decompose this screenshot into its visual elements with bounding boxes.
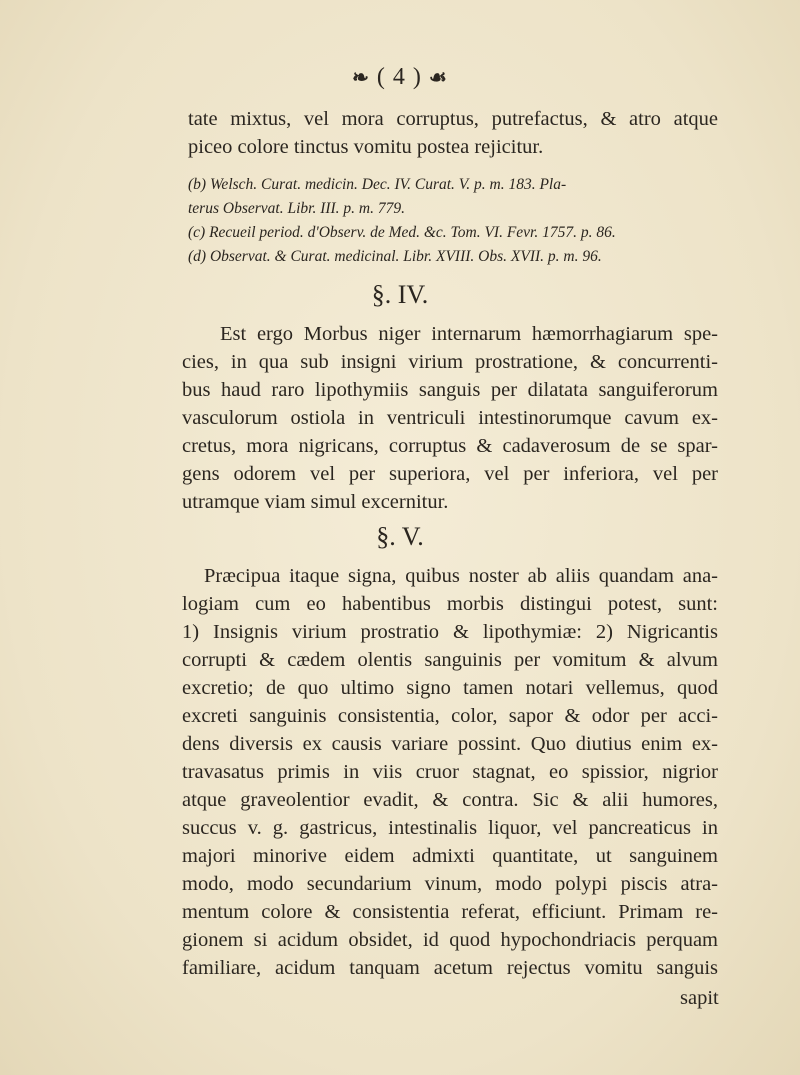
text-line: familiare, acidum tanquam acetum rejectus vomitu sanguis <box>182 957 718 979</box>
text-line: vasculorum ostiola in ventriculi intestinorumque cavum ex- <box>182 407 718 429</box>
text-line: succus v. g. gastricus, intestinalis liquor, vel pancreaticus in <box>182 817 718 839</box>
page-number: ( 4 ) <box>376 64 422 90</box>
text-line: bus haud raro lipothymiis sanguis per dilatata sanguiferorum <box>182 379 718 401</box>
section-heading-v: §. V. <box>376 522 424 551</box>
text-line: cretus, mora nigricans, corruptus & cadaverosum de se spar- <box>182 435 718 457</box>
footnote-b-line: terus Observat. Libr. III. p. m. 779. <box>188 200 405 217</box>
text-line: excretio; de quo ultimo signo tamen notari vellemus, quod <box>182 677 718 699</box>
text-line: travasatus primis in viis cruor stagnat, eo spissior, nigrior <box>182 761 718 783</box>
text-line: mentum colore & consistentia referat, efficiunt. Primam re- <box>182 901 718 923</box>
text-line: Præcipua itaque signa, quibus noster ab aliis quandam ana- <box>204 565 718 587</box>
text-line: modo, modo secundarium vinum, modo polypi piscis atra- <box>182 873 718 895</box>
text-line: gens odorem vel per superiora, vel per inferiora, vel per <box>182 463 718 485</box>
text-line: atque graveolentior evadit, & contra. Sic & alii humores, <box>182 789 718 811</box>
text-line: logiam cum eo habentibus morbis distingui potest, sunt: <box>182 593 718 615</box>
text-line: corrupti & cædem olentis sanguinis per vomitum & alvum <box>182 649 718 671</box>
text-line: majori minorive eidem admixti quantitate, ut sanguinem <box>182 845 718 867</box>
text-line: dens diversis ex causis variare possint. Quo diutius enim ex- <box>182 733 718 755</box>
page-header <box>0 64 800 91</box>
footnote-c: (c) Recueil period. d'Observ. de Med. &c. Tom. VI. Fevr. 1757. p. 86. <box>188 224 616 241</box>
text-line: piceo colore tinctus vomitu postea rejicitur. <box>188 136 544 158</box>
catchword: sapit <box>680 987 719 1009</box>
footnote-d: (d) Observat. & Curat. medicinal. Libr. XVIII. Obs. XVII. p. m. 96. <box>188 248 602 265</box>
left-ornament-icon: ❧ <box>352 67 370 89</box>
text-line: excreti sanguinis consistentia, color, sapor & odor per acci- <box>182 705 718 727</box>
right-ornament-icon: ☙ <box>428 67 448 89</box>
section-heading-iv: §. IV. <box>371 280 429 309</box>
footnote-b-line: (b) Welsch. Curat. medicin. Dec. IV. Curat. V. p. m. 183. Pla- <box>188 176 567 193</box>
text-line: tate mixtus, vel mora corruptus, putrefactus, & atro atque <box>188 108 718 130</box>
text-line: cies, in qua sub insigni virium prostratione, & concurrenti- <box>182 351 718 373</box>
text-line: Est ergo Morbus niger internarum hæmorrhagiarum spe- <box>220 323 718 345</box>
text-line: utramque viam simul excernitur. <box>182 491 449 513</box>
text-line: 1) Insignis virium prostratio & lipothymiæ: 2) Nigricantis <box>182 621 718 643</box>
text-line: gionem si acidum obsidet, id quod hypochondriacis perquam <box>182 929 718 951</box>
